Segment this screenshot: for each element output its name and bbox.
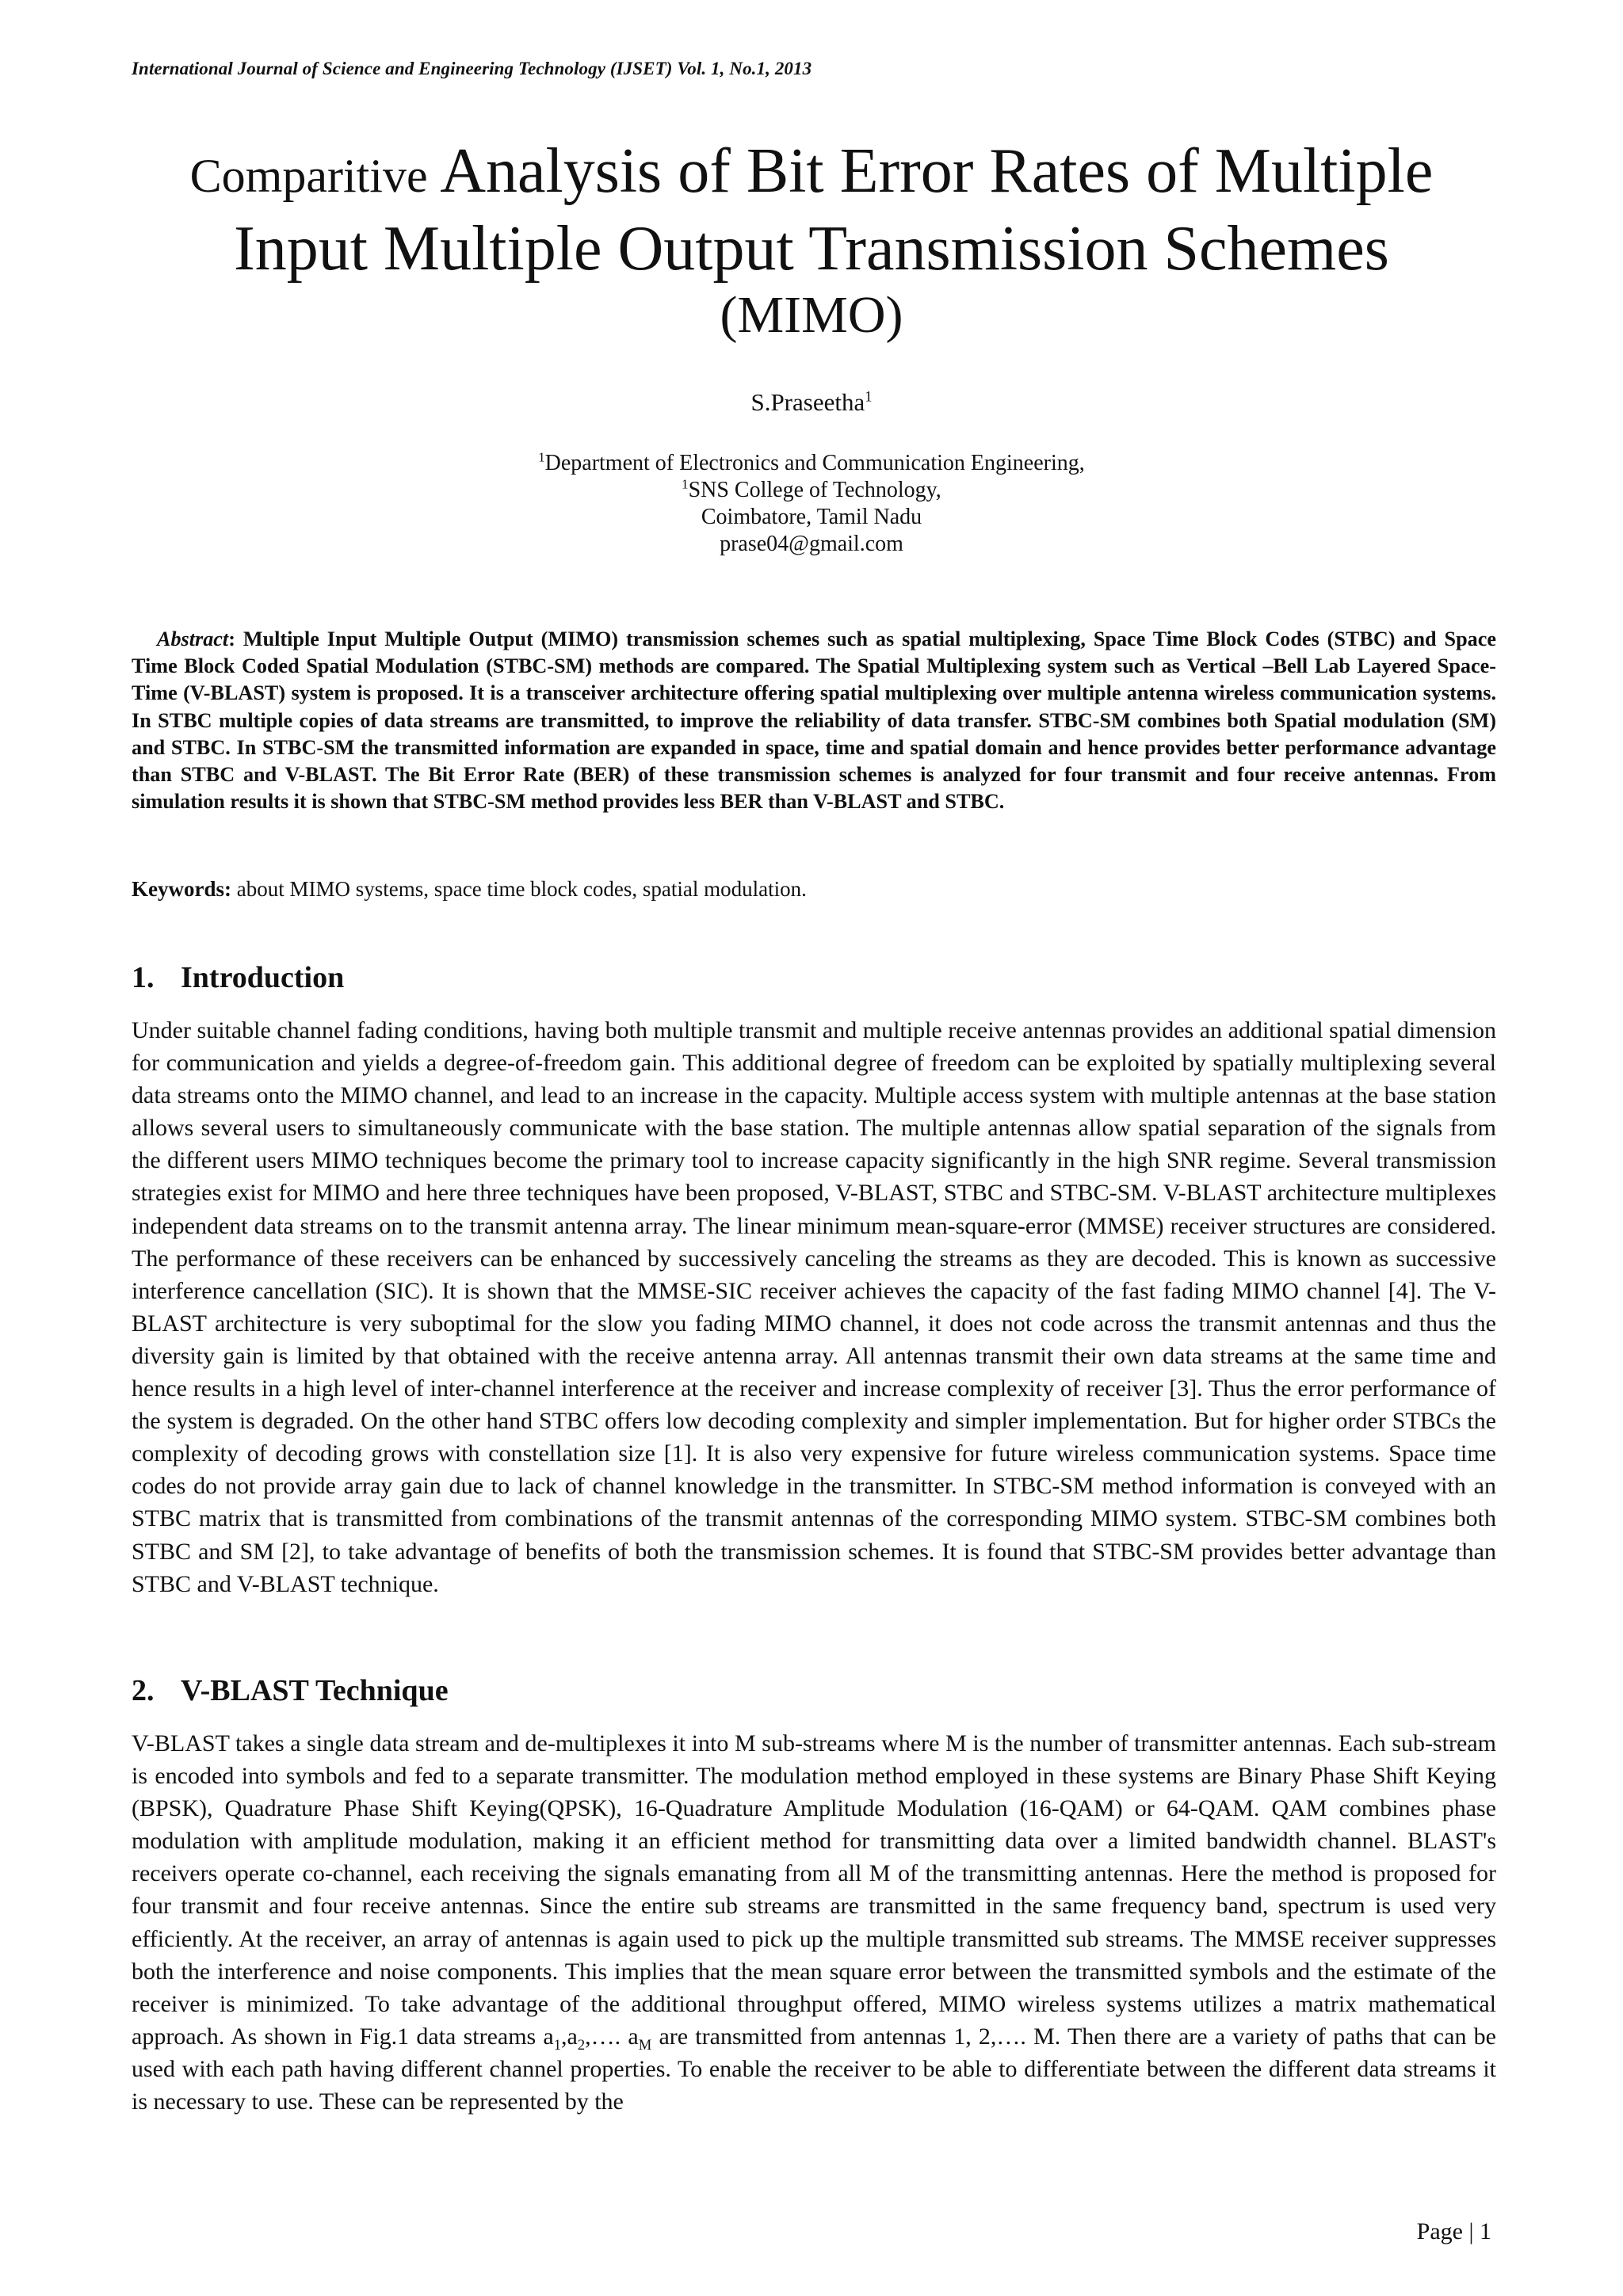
sub-m: M: [638, 2036, 652, 2054]
vblast-dots: ,…. a: [585, 2023, 639, 2050]
vblast-text-after: are transmitted from antennas 1, 2,…. M. Then there are a variety of paths that can be used with each path having different channel properties. To enable the receiver to be able to differentiate between the different data streams it is necessary to use. These can be represented by the: [132, 2023, 1496, 2115]
sub-1: 1: [553, 2036, 562, 2054]
keywords: [132, 877, 807, 902]
affil-college: SNS College of Technology,: [688, 478, 941, 502]
section-title: Introduction: [181, 961, 345, 994]
section-heading-introduction: [132, 960, 344, 995]
journal-header: International Journal of Science and Engineering Technology (IJSET) Vol. 1, No.1, 2013: [132, 59, 812, 78]
section-title: V-BLAST Technique: [181, 1674, 449, 1707]
abstract: [132, 626, 1496, 815]
page-number: Page | 1: [1416, 2218, 1491, 2245]
introduction-paragraph: Under suitable channel fading conditions, having both multiple transmit and multiple receive antennas provides an additional spatial dimension for communication and yields a degree-of-freedom gain. This additional degree of freedom can be exploited by spatially multiplexing several data streams onto the MIMO channel, and lead to an increase in the capacity. Multiple access system with multiple antennas at the base station allows several users to simultaneously communicate with the base station. The multiple antennas allow spatial separation of the signals from the different users MIMO techniques become the primary tool to increase capacity significantly in the high SNR regime. Several transmission strategies exist for MIMO and here three techniques have been proposed, V-BLAST, STBC and STBC-SM. V-BLAST architecture multiplexes independent data streams on to the transmit antenna array. The linear minimum mean-square-error (MMSE) receiver structures are considered. The performance of these receivers can be enhanced by successively canceling the streams as they are decoded. This is known as successive interference cancellation (SIC). It is shown that the MMSE-SIC receiver achieves the capacity of the fast fading MIMO channel [4]. The V-BLAST architecture is very suboptimal for the slow you fading MIMO channel, it does not code across the transmit antennas and thus the diversity gain is limited by that obtained with the receive antenna array. All antennas transmit their own data streams at the same time and hence results in a high level of inter-channel interference at the receiver and increase complexity of receiver [3]. Thus the error performance of the system is degraded. On the other hand STBC offers low decoding complexity and simpler implementation. But for higher order STBCs the complexity of decoding grows with constellation size [1]. It is also very expensive for future wireless communication systems. Space time codes do not provide array gain due to lack of channel knowledge in the transmitter. In STBC-SM method information is conveyed with an STBC matrix that is transmitted from combinations of the transmit antennas of the corresponding MIMO system. STBC-SM combines both STBC and SM [2], to take advantage of benefits of both the transmission schemes. It is found that STBC-SM provides better advantage than STBC and V-BLAST technique.: [132, 1017, 1496, 1597]
section-number: 2.: [132, 1674, 155, 1707]
affil-sup-1: 1: [538, 449, 545, 465]
vblast-comma-a: ,a: [561, 2023, 578, 2050]
sub-2: 2: [577, 2036, 586, 2054]
affil-city: Coimbatore, Tamil Nadu: [701, 505, 922, 529]
paper-title: [0, 135, 1623, 352]
title-first-word: Comparitive: [189, 150, 428, 202]
keywords-label: Keywords:: [132, 877, 231, 901]
title-line3: (MIMO): [720, 286, 903, 344]
abstract-label: Abstract: [157, 627, 229, 650]
title-line2: Input Multiple Output Transmission Schemes: [234, 214, 1389, 284]
title-line1: Analysis of Bit Error Rates of Multiple: [440, 136, 1434, 206]
author: [0, 388, 1623, 417]
affil-dept: Department of Electronics and Communication Engineering,: [544, 451, 1085, 475]
author-name: S.Praseetha: [750, 388, 865, 416]
author-sup: 1: [865, 388, 873, 406]
abstract-text: : Multiple Input Multiple Output (MIMO) transmission schemes such as spatial multiplexing, Space Time Block Codes (STBC) and Space Time Block Coded Spatial Modulation (STBC-SM) methods are compared. The Spatial Multiplexing system such as Vertical –Bell Lab Layered Space-Time (V-BLAST) system is proposed. It is a transceiver architecture offering spatial multiplexing over multiple antenna wireless communication systems. In STBC multiple copies of data streams are transmitted, to improve the reliability of data transfer. STBC-SM combines both Spatial modulation (SM) and STBC. In STBC-SM the transmitted information are expanded in space, time and spatial domain and hence provides better performance advantage than STBC and V-BLAST. The Bit Error Rate (BER) of these transmission schemes is analyzed for four transmit and four receive antennas. From simulation results it is shown that STBC-SM method provides less BER than V-BLAST and STBC.: [132, 627, 1496, 814]
keywords-text: about MIMO systems, space time block codes, spatial modulation.: [231, 877, 807, 901]
vblast-text-before: V-BLAST takes a single data stream and de-multiplexes it into M sub-streams where M is the number of transmitter antennas. Each sub-stream is encoded into symbols and fed to a separate transmitter. The modulation method employed in these systems are Binary Phase Shift Keying (BPSK), Quadrature Phase Shift Keying(QPSK), 16-Quadrature Amplitude Modulation (16-QAM) or 64-QAM. QAM combines phase modulation with amplitude modulation, making it an efficient method for transmitting data over a limited bandwidth channel. BLAST's receivers operate co-channel, each receiving the signals emanating from all M of the transmitting antennas. Here the method is proposed for four transmit and four receive antennas. Since the entire sub streams are transmitted in the same frequency band, spectrum is used very efficiently. At the receiver, an array of antennas is again used to pick up the multiple transmitted sub streams. The MMSE receiver suppresses both the interference and noise components. This implies that the mean square error between the transmitted symbols and the estimate of the receiver is minimized. To take advantage of the additional throughput offered, MIMO wireless systems utilizes a matrix mathematical approach. As shown in Fig.1 data streams a: [132, 1730, 1496, 2050]
section-heading-vblast: [132, 1673, 449, 1708]
affil-email: prase04@gmail.com: [720, 532, 903, 556]
affil-sup-2: 1: [682, 476, 689, 492]
affiliation: [0, 450, 1623, 558]
section-number: 1.: [132, 961, 155, 994]
vblast-paragraph: [132, 1727, 1496, 2118]
